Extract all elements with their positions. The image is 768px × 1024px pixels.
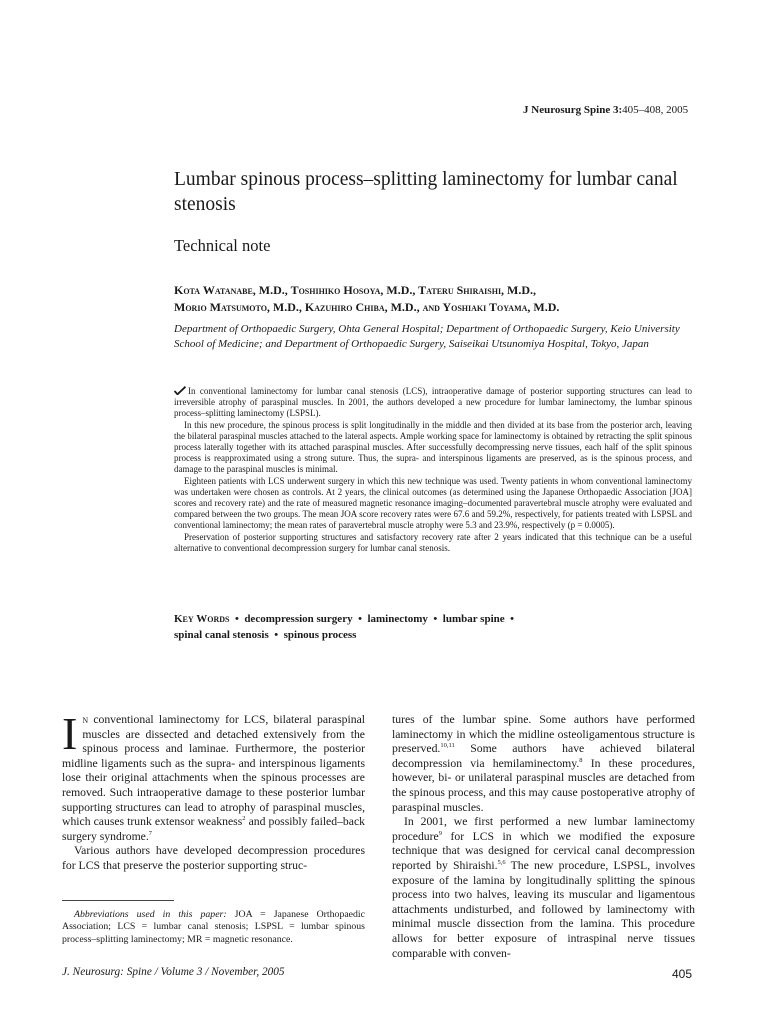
body-paragraph	[392, 713, 695, 815]
abstract	[174, 386, 692, 554]
body-text: conventional laminectomy for LCS, bilateral paraspinal muscles are dissected and detached extensively from the spinous process and laminae. Furthermore, the posterior midline ligaments such as the supra- and interspinous ligaments lose their original attachments when the spinous processes are removed. Such intraoperative damage to these posterior lumbar supporting structures can lead to atrophy of paraspinal muscles, which causes trunk extensor weakness	[62, 713, 365, 829]
body-text: In these procedures, however, bi- or unilateral paraspinal muscles are detached from the spinous process, and this may cause postoperative atrophy of paraspinal muscles.	[392, 756, 695, 814]
drop-cap: I	[62, 708, 78, 759]
keyword-separator: •	[433, 613, 438, 625]
citation-ref: 7	[148, 829, 153, 837]
author-line: Kota Watanabe, M.D., Toshihiko Hosoya, M.D., Tateru Shiraishi, M.D.,	[174, 283, 537, 297]
body-text: Some authors have achieved bilateral decompression via hemilaminectomy.	[392, 742, 695, 770]
body-paragraph	[62, 844, 365, 873]
keyword-separator: •	[274, 629, 279, 641]
author-affiliation: Department of Orthopaedic Surgery, Ohta General Hospital; Department of Orthopaedic Surgery, Keio University School of Medicine; and Department of Orthopaedic Surgery, Saiseikai Utsunomiya Hospital, Tokyo, Japan	[174, 323, 680, 350]
keyword-separator: •	[510, 613, 514, 625]
check-mark-icon	[174, 386, 186, 395]
footnote-label: Abbreviations used in this paper:	[74, 909, 227, 920]
citation-ref: 8	[579, 756, 583, 764]
keywords	[174, 611, 694, 643]
page-number: 405	[672, 967, 693, 981]
footnote-text: JOA = Japanese Orthopaedic Association; LCS = lumbar canal stenosis; LSPSL = lumbar spinous process–splitting laminectomy; MR = magnetic resonance.	[62, 909, 366, 945]
body-text: tures of the lumbar spine. Some authors have performed laminectomy in which the midline osteoligamentous structure is preserved.	[392, 713, 695, 756]
abstract-paragraph: Eighteen patients with LCS underwent surgery in which this new technique was used. Twenty patients in whom conventional laminectomy was undertaken were chosen as controls. At 2 years, the clinical outcomes (as determined using the Japanese Orthopaedic Association [JOA] scores and recovery rate) and the rate of measured magnetic resonance imaging–documented paravertebral muscle atrophy were evaluated and compared between the two groups. The mean JOA score recovery rates were 67.6 and 59.2%, respectively, for patients treated with LSPSL and conventional laminectomy; the mean rates of paravertebral muscle atrophy were 5.3 and 23.9%, respectively (p = 0.0005).	[174, 475, 692, 531]
lead-in: n	[82, 713, 89, 726]
body-column-left	[62, 708, 365, 874]
article-subtitle: Technical note	[174, 236, 271, 255]
body-text: for LCS in which we modified the exposure technique that was designed for cervical canal decompression reported by Shiraishi.	[392, 829, 695, 872]
abstract-paragraph: In this new procedure, the spinous process is split longitudinally in the middle and then divided at its base from the posterior arch, leaving the bilateral paraspinal muscles attached to the lateral aspects. Ample working space for laminectomy is obtained by retracting the split spinous process laterally together with its attached paraspinal muscles. After successfully decompressing nerve tissues, each half of the split spinous process is reapproximated using a strong suture. Thus, the supra- and interspinous ligaments are preserved, as is the spinous process, and damage to the paraspinal muscles is minimal.	[174, 419, 692, 475]
body-text: In 2001, we first performed a new lumbar laminectomy procedure	[392, 815, 695, 843]
body-text: Various authors have developed decompression procedures for LCS that preserve the posterior supporting struc-	[62, 844, 365, 872]
citation-ref: 5,6	[497, 859, 506, 867]
abstract-paragraph: Preservation of posterior supporting structures and satisfactory recovery rate after 2 years indicated that this technique can be a useful alternative to conventional decompression surgery for lumbar canal stenosis.	[174, 531, 692, 553]
body-text: The new procedure, LSPSL, involves exposure of the lamina by longitudinally splitting the spinous process into two halves, leaving its muscular and ligamentous attachments undisturbed, and followed by laminectomy with minimal muscle dissection from the lamina. This procedure allows for better exposure of intraspinal nerve tissues comparable with conven-	[392, 858, 695, 960]
article-title: Lumbar spinous process–splitting laminectomy for lumbar canal stenosis	[174, 169, 678, 215]
citation-journal-volume: J Neurosurg Spine 3:	[523, 104, 623, 116]
footnote-rule	[62, 900, 174, 901]
body-text: and possibly failed–back surgery syndrome.	[62, 815, 365, 843]
citation-ref: 10,11	[440, 742, 455, 750]
keyword: laminectomy	[367, 613, 428, 625]
keyword: lumbar spine	[442, 613, 505, 625]
journal-citation	[523, 104, 688, 116]
author-list	[174, 282, 714, 316]
author-line: Morio Matsumoto, M.D., Kazuhiro Chiba, M.D., and Yoshiaki Toyama, M.D.	[174, 300, 560, 314]
keyword-separator: •	[234, 613, 239, 625]
abbreviations-footnote	[62, 909, 365, 946]
keywords-label: Key Words	[174, 613, 230, 625]
keyword: spinal canal stenosis	[174, 629, 269, 641]
body-column-right	[392, 713, 695, 961]
journal-footer: J. Neurosurg: Spine / Volume 3 / November, 2005	[62, 966, 285, 978]
body-paragraph	[62, 708, 365, 844]
body-paragraph	[392, 815, 695, 961]
citation-ref: 9	[438, 829, 442, 837]
keyword: decompression surgery	[244, 613, 353, 625]
citation-ref: 2	[242, 815, 246, 823]
citation-pages-year: 405–408, 2005	[622, 104, 689, 116]
abstract-paragraph: In conventional laminectomy for lumbar canal stenosis (LCS), intraoperative damage of posterior supporting structures can lead to irreversible atrophy of paraspinal muscles. In 2001, the authors developed a new procedure for lumbar laminectomy, the lumbar spinous process–splitting laminectomy (LSPSL).	[174, 386, 692, 419]
keyword: spinous process	[283, 629, 357, 641]
keyword-separator: •	[358, 613, 362, 625]
